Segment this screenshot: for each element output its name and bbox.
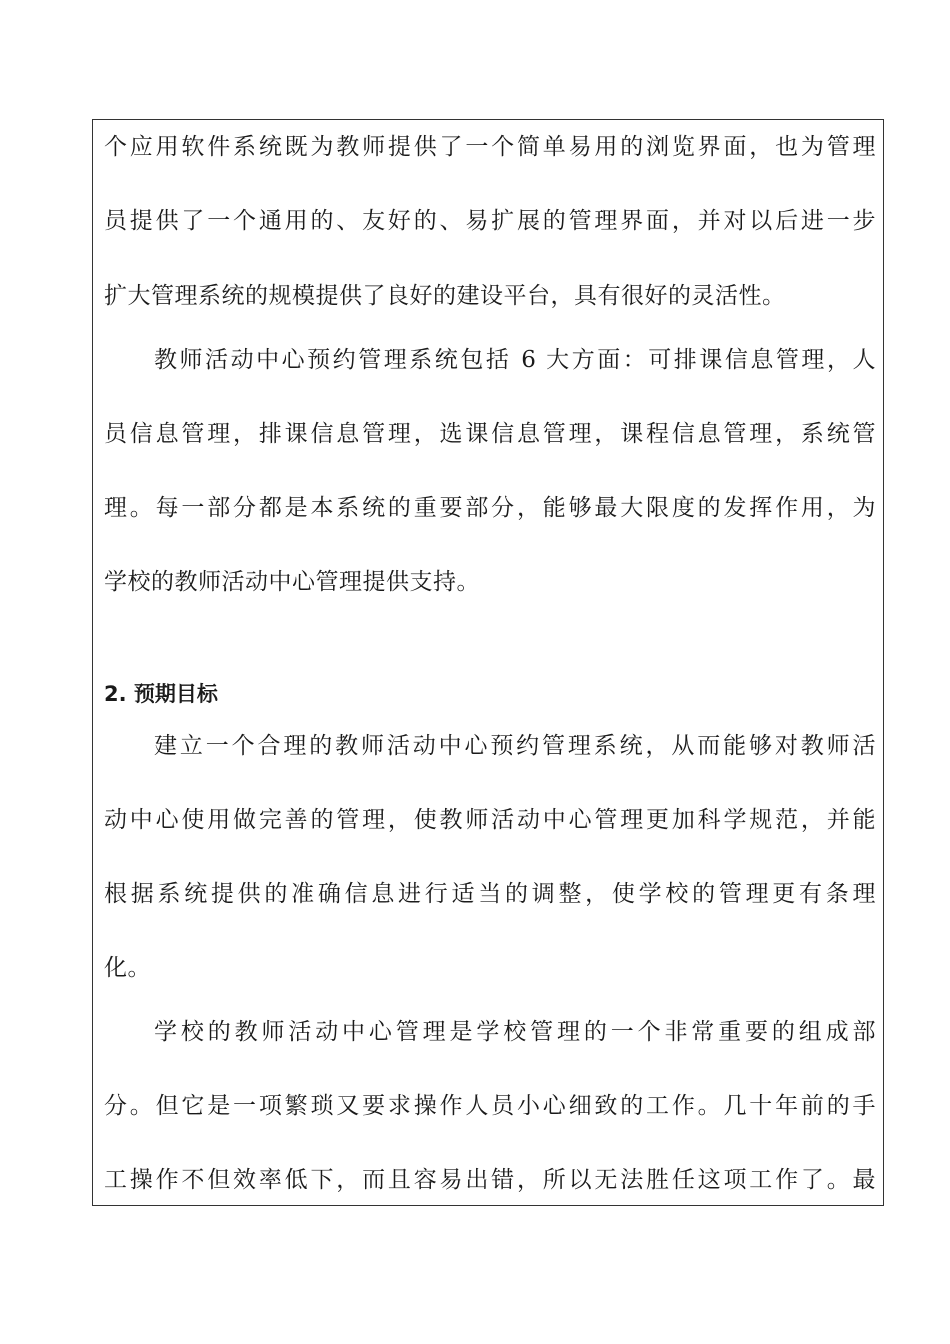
text-line: 建立一个合理的教师活动中心预约管理系统，从而能够对教师活 [154, 733, 876, 759]
section-heading: 2. 预期目标 [104, 682, 218, 706]
text-line: 化。 [104, 955, 151, 981]
text-line: 分。但它是一项繁琐又要求操作人员小心细致的工作。几十年前的手 [104, 1093, 876, 1119]
text-line: 动中心使用做完善的管理，使教师活动中心管理更加科学规范，并能 [104, 807, 876, 833]
text-line: 工操作不但效率低下，而且容易出错，所以无法胜任这项工作了。最 [104, 1167, 876, 1193]
text-line: 学校的教师活动中心管理提供支持。 [104, 569, 480, 595]
text-line: 个应用软件系统既为教师提供了一个简单易用的浏览界面，也为管理 [104, 134, 876, 160]
text-line: 学校的教师活动中心管理是学校管理的一个非常重要的组成部 [154, 1019, 876, 1045]
text-line: 扩大管理系统的规模提供了良好的建设平台，具有很好的灵活性。 [104, 283, 786, 309]
text-line: 员提供了一个通用的、友好的、易扩展的管理界面，并对以后进一步 [104, 208, 876, 234]
text-line: 教师活动中心预约管理系统包括 6 大方面：可排课信息管理，人 [154, 347, 876, 373]
text-line: 根据系统提供的准确信息进行适当的调整，使学校的管理更有条理 [104, 881, 876, 907]
text-line: 理。每一部分都是本系统的重要部分，能够最大限度的发挥作用，为 [104, 495, 876, 521]
text-line: 员信息管理，排课信息管理，选课信息管理，课程信息管理，系统管 [104, 421, 876, 447]
